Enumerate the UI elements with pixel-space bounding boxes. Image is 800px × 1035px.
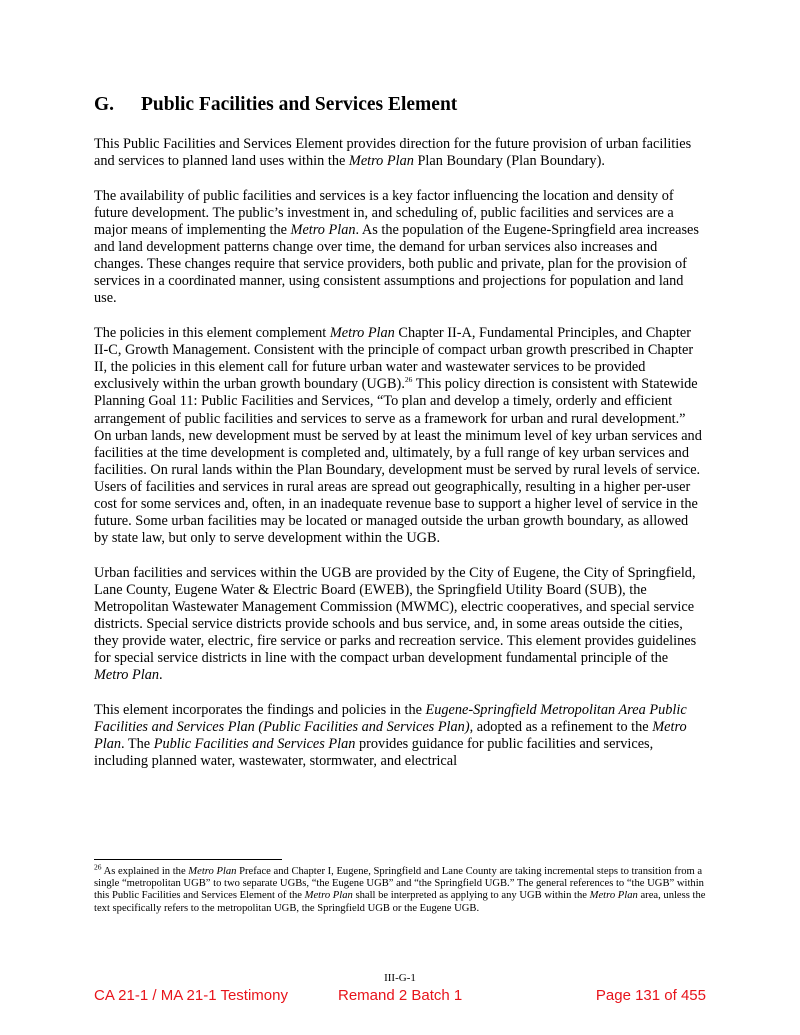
footnote-ref: 26 — [404, 375, 413, 385]
section-heading — [94, 94, 457, 116]
paragraph — [94, 325, 706, 547]
text-run: This Public Facilities and Services Element provides direction for the future provision of urban facilities and services to planned land uses within the — [94, 136, 692, 170]
text-run: Preface and Chapter I, Eugene, Springfield and Lane County are taking incremental steps to transition from a single “metropolitan UGB” to two separate UGBs, “the Eugene UGB” and “the Springfield UGB.” The general references to “the UGB” within this Public Facilities and Services Element of the — [94, 866, 704, 902]
text-run: Chapter II-A, Fundamental Principles, and Chapter II-C, Growth Management. Consistent with the principle of compact urban growth prescribed in Chapter II, the policies in this element call for future urban water and wastewater services to be provided exclusively within the urban growth boundary (UGB). — [94, 325, 694, 393]
text-run: As explained in the — [101, 866, 189, 877]
paragraph — [94, 136, 706, 170]
italic-text: Metro Plan — [329, 325, 395, 342]
page-number: III-G-1 — [384, 972, 416, 984]
text-run: The availability of public facilities and services is a key factor influencing the location and density of future development. The public’s investment in, and scheduling of, public facilities and services are a major means of implementing the — [94, 187, 674, 238]
stamp-batch: Remand 2 Batch 1 — [338, 987, 463, 1004]
italic-text: Metro Plan — [348, 153, 414, 170]
text-run: , adopted as a refinement to the — [469, 719, 653, 736]
paragraph — [94, 565, 706, 685]
body-text — [94, 136, 706, 788]
italic-text: Metro Plan — [188, 866, 237, 877]
text-run: area, unless the text specifically refers to the metropolitan UGB, the Springfield UGB or the Eugene UGB. — [94, 890, 706, 914]
italic-text: Metro Plan — [290, 221, 356, 238]
italic-text: Public Facilities and Services Plan — [153, 736, 356, 753]
text-run: This element incorporates the findings and policies in the — [94, 702, 426, 719]
text-run: Urban facilities and services within the UGB are provided by the City of Eugene, the City of Springfield, Lane County, Eugene Water & Electric Board (EWEB), the Springfield Utility Board (SUB), the Metropolitan Wastewater Management Commission (MWMC), electric cooperatives, and special service districts. Special service districts provide schools and bus service, and, in some areas outside the cities, they provide water, electric, fire service or parks and recreation service. This element provides guidelines for special service districts in line with the compact urban development fundamental principle of the — [94, 564, 697, 667]
text-run: shall be interpreted as applying to any UGB within the — [352, 890, 590, 902]
text-run: . — [159, 667, 163, 684]
italic-text: Metro Plan — [304, 890, 353, 902]
italic-text: Eugene-Springfield Metropolitan Area Public Facilities and Services Plan (Public Facilities and Services Plan) — [94, 702, 687, 736]
text-run: provides guidance for public facilities and services, including planned water, wastewater, stormwater, and electrical — [94, 736, 654, 770]
italic-text: Metro Plan — [94, 667, 159, 684]
section-letter: G. — [94, 94, 115, 115]
footnote-divider — [94, 859, 282, 860]
paragraph — [94, 702, 706, 770]
footnote-ref: 26 — [94, 862, 102, 872]
italic-text: Metro Plan — [94, 719, 687, 753]
italic-text: Metro Plan — [589, 890, 638, 902]
paragraph — [94, 188, 706, 308]
stamp-page-count: Page 131 of 455 — [595, 987, 706, 1004]
text-run: This policy direction is consistent with Statewide Planning Goal 11: Public Facilities and Services, “To plan and develop a timely, orderly and efficient arrangement of public facilities and services to serve as a framework for urban and rural development.” On urban lands, new development must be served by at least the minimum level of key urban services and facilities at the time development is completed and, ultimately, by a full range of key urban services and facilities. On rural lands within the Plan Boundary, development must be served by rural levels of service. Users of facilities and services in rural areas are spread out geographically, resulting in a higher per-user cost for some services and, often, in an inadequate revenue base to support a higher level of service in the future. Some urban facilities may be located or managed outside the urban growth boundary, as allowed by state law, but only to serve development within the UGB. — [94, 376, 702, 547]
text-run: The policies in this element complement — [94, 325, 330, 342]
footnote-26 — [94, 862, 706, 915]
text-run: . The — [121, 736, 154, 753]
section-title: Public Facilities and Services Element — [141, 94, 458, 115]
text-run: Plan Boundary (Plan Boundary). — [413, 153, 605, 170]
testimony-stamp — [94, 987, 706, 1007]
text-run: . As the population of the Eugene-Springfield area increases and land development patterns change over time, the demand for urban services also increases and changes. These changes require that service providers, both public and private, plan for the provision of services in a coordinated manner, using consistent assumptions and projections for population and land use. — [94, 221, 699, 307]
stamp-case-number: CA 21-1 / MA 21-1 Testimony — [94, 987, 288, 1004]
